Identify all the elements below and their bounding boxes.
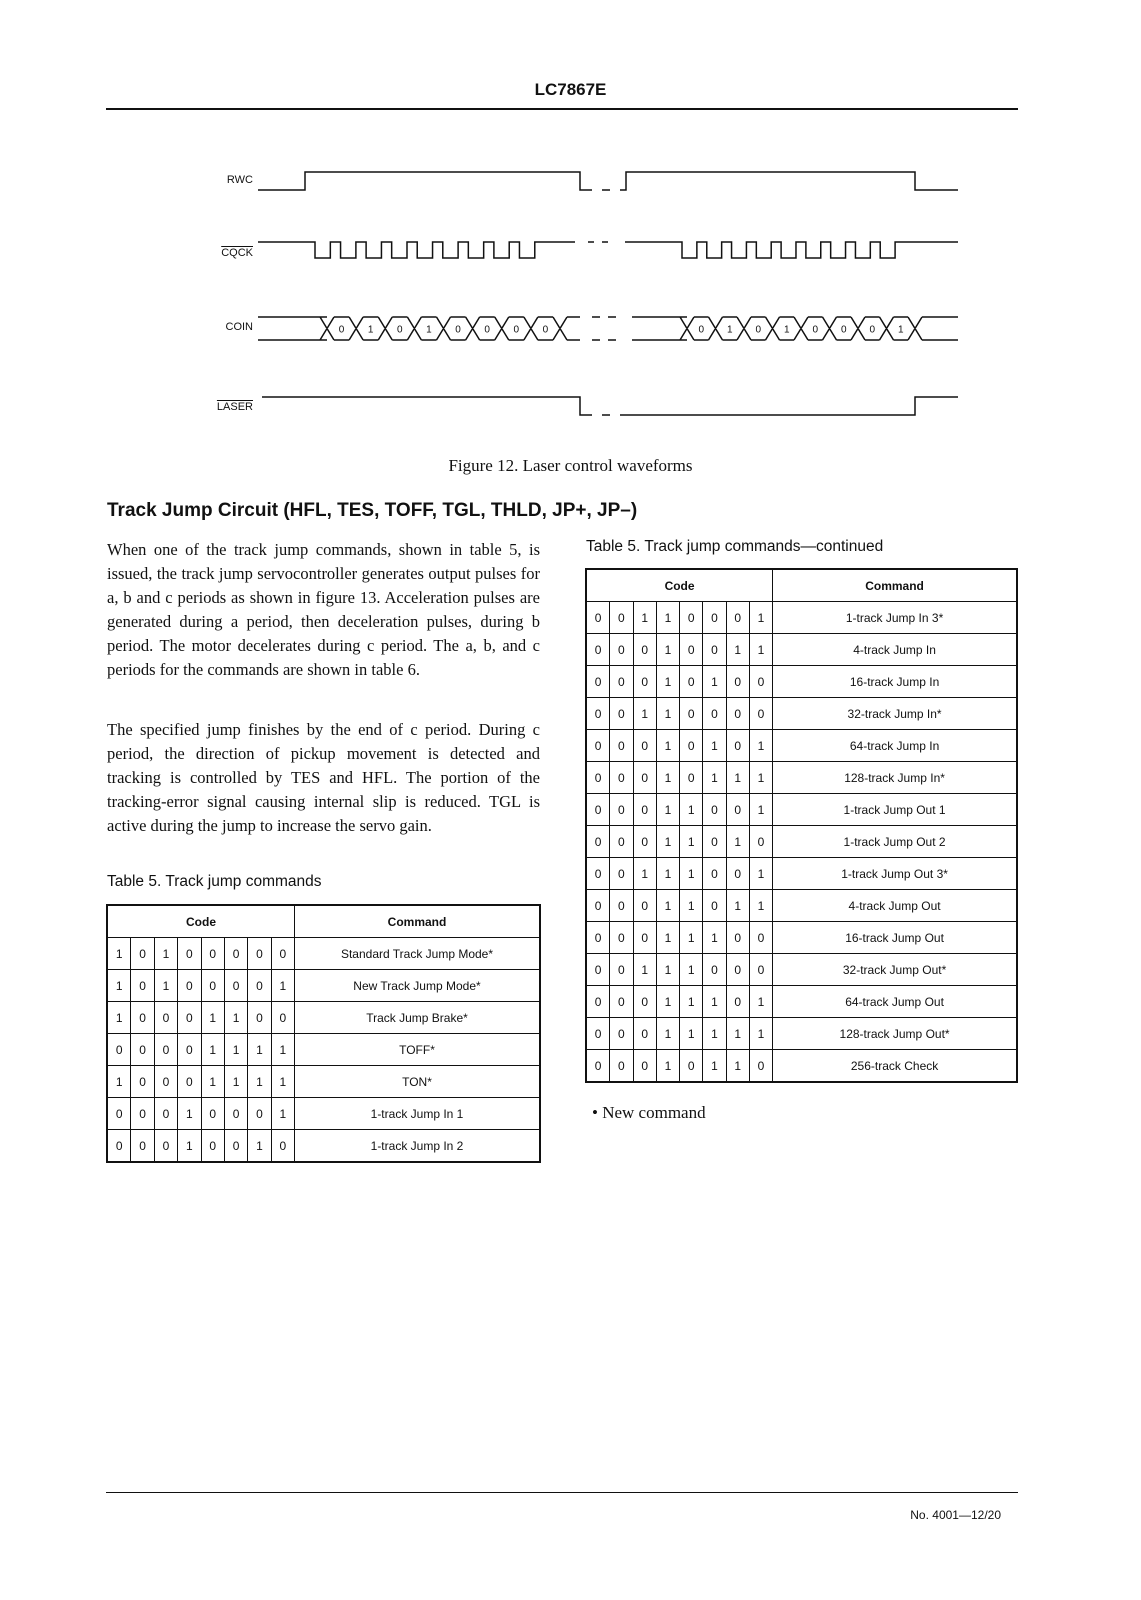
code-bit: 0 <box>586 794 610 826</box>
table-row <box>586 922 1017 954</box>
code-bit: 1 <box>656 954 679 986</box>
code-bit: 0 <box>154 1098 177 1130</box>
command-cell: 1-track Jump In 3* <box>773 602 1017 634</box>
code-bit: 1 <box>680 858 703 890</box>
code-bit: 1 <box>656 1018 679 1050</box>
command-cell: TON* <box>295 1066 541 1098</box>
code-bit: 1 <box>680 986 703 1018</box>
code-bit: 0 <box>248 1098 271 1130</box>
code-bit: 1 <box>107 1002 131 1034</box>
code-bit: 1 <box>749 858 772 890</box>
code-bit: 1 <box>749 986 772 1018</box>
code-bit: 0 <box>633 762 656 794</box>
code-bit: 0 <box>248 1002 271 1034</box>
code-bit: 1 <box>633 858 656 890</box>
code-bit: 0 <box>633 634 656 666</box>
code-bit: 1 <box>224 1066 247 1098</box>
code-bit: 0 <box>178 1002 201 1034</box>
code-bit: 1 <box>656 922 679 954</box>
code-bit: 0 <box>107 1098 131 1130</box>
code-bit: 0 <box>586 826 610 858</box>
coin-bit: 1 <box>897 324 904 336</box>
code-bit: 0 <box>610 666 633 698</box>
code-bit: 1 <box>703 922 726 954</box>
code-bit: 0 <box>749 698 772 730</box>
coin-bit: 0 <box>455 324 461 336</box>
table-row <box>586 794 1017 826</box>
code-bit: 0 <box>610 762 633 794</box>
coin-bus <box>258 317 580 340</box>
command-cell: 1-track Jump In 2 <box>295 1130 541 1163</box>
page-number: No. 4001—12/20 <box>910 1508 1001 1522</box>
code-bit: 1 <box>107 970 131 1002</box>
code-bit: 1 <box>201 1066 224 1098</box>
coin-bit: 1 <box>426 324 432 336</box>
code-bit: 0 <box>107 1130 131 1163</box>
code-bit: 0 <box>726 954 749 986</box>
code-bit: 0 <box>131 1130 154 1163</box>
table-row <box>586 762 1017 794</box>
code-bit: 0 <box>586 602 610 634</box>
code-bit: 1 <box>178 1130 201 1163</box>
coin-bit: 0 <box>869 324 876 336</box>
code-bit: 0 <box>154 1002 177 1034</box>
table-row <box>586 986 1017 1018</box>
code-bit: 1 <box>680 890 703 922</box>
code-bit: 0 <box>586 858 610 890</box>
command-cell: New Track Jump Mode* <box>295 970 541 1002</box>
code-bit: 1 <box>633 954 656 986</box>
code-bit: 0 <box>680 602 703 634</box>
code-bit: 1 <box>726 890 749 922</box>
table-row <box>586 826 1017 858</box>
code-bit: 0 <box>586 698 610 730</box>
code-bit: 0 <box>749 954 772 986</box>
command-cell: 1-track Jump Out 1 <box>773 794 1017 826</box>
coin-bit: 1 <box>726 324 733 336</box>
table-row <box>107 1130 540 1163</box>
command-cell: 128-track Jump Out* <box>773 1018 1017 1050</box>
coin-bit: 0 <box>698 324 705 336</box>
code-bit: 0 <box>586 890 610 922</box>
command-cell: 32-track Jump Out* <box>773 954 1017 986</box>
code-bit: 1 <box>224 1034 247 1066</box>
code-bit: 0 <box>154 1066 177 1098</box>
command-header: Command <box>295 905 541 938</box>
code-bit: 0 <box>131 1098 154 1130</box>
coin-bit: 0 <box>397 324 403 336</box>
code-bit: 1 <box>656 826 679 858</box>
command-cell: 64-track Jump In <box>773 730 1017 762</box>
code-bit: 0 <box>610 730 633 762</box>
coin-bit: 0 <box>840 324 847 336</box>
command-cell: 128-track Jump In* <box>773 762 1017 794</box>
code-bit: 1 <box>248 1130 271 1163</box>
code-bit: 1 <box>726 634 749 666</box>
code-bit: 1 <box>749 890 772 922</box>
code-bit: 0 <box>703 954 726 986</box>
code-bit: 1 <box>633 602 656 634</box>
code-bit: 1 <box>680 794 703 826</box>
table-row <box>107 1098 540 1130</box>
table-row <box>107 1002 540 1034</box>
command-cell: 16-track Jump Out <box>773 922 1017 954</box>
code-bit: 1 <box>248 1066 271 1098</box>
code-bit: 1 <box>248 1034 271 1066</box>
code-bit: 0 <box>680 634 703 666</box>
code-bit: 0 <box>610 794 633 826</box>
code-bit: 1 <box>726 762 749 794</box>
command-cell: 32-track Jump In* <box>773 698 1017 730</box>
code-bit: 1 <box>749 602 772 634</box>
code-bit: 0 <box>586 666 610 698</box>
code-bit: 0 <box>726 730 749 762</box>
code-bit: 0 <box>703 826 726 858</box>
code-bit: 0 <box>680 666 703 698</box>
code-bit: 1 <box>703 730 726 762</box>
table-row <box>586 634 1017 666</box>
code-bit: 1 <box>656 794 679 826</box>
footer-rule <box>106 1492 1018 1493</box>
code-bit: 1 <box>749 794 772 826</box>
code-bit: 0 <box>131 1034 154 1066</box>
command-cell: 256-track Check <box>773 1050 1017 1083</box>
track-jump-table <box>106 904 541 1163</box>
coin-break <box>592 317 616 340</box>
command-cell: 16-track Jump In <box>773 666 1017 698</box>
command-cell: 4-track Jump In <box>773 634 1017 666</box>
code-bit: 0 <box>633 826 656 858</box>
code-bit: 0 <box>633 1050 656 1083</box>
code-bit: 0 <box>224 1130 247 1163</box>
code-bit: 1 <box>680 954 703 986</box>
code-bit: 0 <box>726 922 749 954</box>
code-bit: 0 <box>610 1018 633 1050</box>
code-bit: 0 <box>201 1130 224 1163</box>
code-bit: 1 <box>726 1018 749 1050</box>
code-bit: 0 <box>131 970 154 1002</box>
code-bit: 1 <box>703 666 726 698</box>
table-row <box>107 1066 540 1098</box>
code-bit: 0 <box>703 634 726 666</box>
code-bit: 1 <box>201 1034 224 1066</box>
table-right-caption: Table 5. Track jump commands—continued <box>586 538 884 555</box>
code-bit: 1 <box>680 922 703 954</box>
code-bit: 1 <box>656 666 679 698</box>
code-bit: 0 <box>154 1130 177 1163</box>
command-cell: TOFF* <box>295 1034 541 1066</box>
code-bit: 0 <box>703 890 726 922</box>
command-cell: 1-track Jump In 1 <box>295 1098 541 1130</box>
code-bit: 0 <box>680 1050 703 1083</box>
code-bit: 1 <box>107 1066 131 1098</box>
command-cell: Standard Track Jump Mode* <box>295 938 541 970</box>
table-row <box>107 970 540 1002</box>
track-jump-table-continued <box>585 568 1018 1083</box>
code-bit: 0 <box>726 666 749 698</box>
command-header: Command <box>773 569 1017 602</box>
code-bit: 0 <box>131 1002 154 1034</box>
code-bit: 0 <box>248 938 271 970</box>
code-bit: 0 <box>201 938 224 970</box>
code-bit: 1 <box>271 1066 294 1098</box>
command-cell: 64-track Jump Out <box>773 986 1017 1018</box>
code-bit: 0 <box>178 1066 201 1098</box>
code-bit: 0 <box>703 794 726 826</box>
code-bit: 0 <box>633 1018 656 1050</box>
code-bit: 1 <box>680 826 703 858</box>
code-bit: 0 <box>610 826 633 858</box>
code-bit: 0 <box>703 602 726 634</box>
code-bit: 1 <box>271 970 294 1002</box>
code-bit: 0 <box>224 1098 247 1130</box>
table-header-row <box>586 569 1017 602</box>
table-row <box>586 954 1017 986</box>
signal-label-cqck: CQCK <box>221 247 253 259</box>
code-bit: 0 <box>726 602 749 634</box>
code-bit: 0 <box>610 634 633 666</box>
code-bit: 1 <box>633 698 656 730</box>
code-bit: 1 <box>680 1018 703 1050</box>
code-bit: 0 <box>586 762 610 794</box>
code-bit: 1 <box>749 634 772 666</box>
code-bit: 0 <box>586 730 610 762</box>
code-bit: 1 <box>178 1098 201 1130</box>
code-bit: 0 <box>610 1050 633 1083</box>
code-bit: 1 <box>656 602 679 634</box>
code-bit: 0 <box>680 762 703 794</box>
command-cell: 4-track Jump Out <box>773 890 1017 922</box>
code-bit: 0 <box>610 858 633 890</box>
command-cell: 1-track Jump Out 2 <box>773 826 1017 858</box>
coin-bit: 0 <box>542 324 549 336</box>
code-bit: 0 <box>586 922 610 954</box>
section-title: Track Jump Circuit (HFL, TES, TOFF, TGL, THLD, JP+, JP–) <box>107 500 638 521</box>
code-bit: 1 <box>656 730 679 762</box>
code-bit: 0 <box>107 1034 131 1066</box>
code-bit: 0 <box>224 938 247 970</box>
code-bit: 1 <box>656 698 679 730</box>
code-bit: 0 <box>610 922 633 954</box>
code-bit: 0 <box>248 970 271 1002</box>
code-bit: 0 <box>586 1018 610 1050</box>
code-bit: 1 <box>703 1018 726 1050</box>
code-bit: 0 <box>271 1130 294 1163</box>
code-bit: 0 <box>633 666 656 698</box>
code-bit: 0 <box>178 938 201 970</box>
code-bit: 0 <box>749 1050 772 1083</box>
table-row <box>586 602 1017 634</box>
figure-caption: Figure 12. Laser control waveforms <box>448 456 693 475</box>
coin-bit: 0 <box>513 324 520 336</box>
code-bit: 1 <box>726 1050 749 1083</box>
code-header: Code <box>107 905 295 938</box>
table-row <box>107 1034 540 1066</box>
code-bit: 0 <box>610 698 633 730</box>
code-bit: 1 <box>656 1050 679 1083</box>
table-row <box>586 1018 1017 1050</box>
code-bit: 0 <box>178 970 201 1002</box>
new-command-note: • New command <box>592 1103 706 1122</box>
waveform-diagram <box>0 0 1141 450</box>
code-bit: 1 <box>726 826 749 858</box>
code-bit: 0 <box>610 954 633 986</box>
code-bit: 0 <box>633 890 656 922</box>
code-bit: 1 <box>749 730 772 762</box>
table-row <box>586 730 1017 762</box>
code-bit: 1 <box>749 1018 772 1050</box>
rwc-waveform <box>258 172 958 190</box>
table-row <box>586 858 1017 890</box>
code-bit: 0 <box>271 1002 294 1034</box>
table-left-caption: Table 5. Track jump commands <box>107 873 322 890</box>
coin-waveform <box>258 317 958 340</box>
coin-bit: 1 <box>367 324 374 336</box>
code-bit: 1 <box>749 762 772 794</box>
code-bit: 0 <box>610 602 633 634</box>
code-bit: 0 <box>633 922 656 954</box>
code-bit: 1 <box>703 762 726 794</box>
code-bit: 1 <box>154 970 177 1002</box>
code-bit: 1 <box>154 938 177 970</box>
code-bit: 0 <box>633 730 656 762</box>
code-bit: 0 <box>271 938 294 970</box>
code-bit: 0 <box>703 698 726 730</box>
code-bit: 0 <box>610 890 633 922</box>
code-bit: 1 <box>656 762 679 794</box>
code-bit: 0 <box>586 986 610 1018</box>
table-row <box>107 938 540 970</box>
laser-waveform <box>262 397 958 415</box>
code-bit: 0 <box>154 1034 177 1066</box>
command-cell: 1-track Jump Out 3* <box>773 858 1017 890</box>
paragraph-2: The specified jump finishes by the end of c period. During c period, the direction of pickup movement is detected and tracking is controlled by TES and HFL. The portion of the tracking-error signal causing internal slip is reduced. TGL is active during the jump to increase the servo gain. <box>107 720 540 835</box>
table-row <box>586 698 1017 730</box>
coin-bit: 0 <box>812 324 819 336</box>
code-bit: 0 <box>680 730 703 762</box>
code-bit: 0 <box>749 922 772 954</box>
code-bit: 1 <box>703 986 726 1018</box>
code-header: Code <box>586 569 773 602</box>
code-bit: 0 <box>749 826 772 858</box>
code-bit: 1 <box>656 890 679 922</box>
code-bit: 0 <box>586 1050 610 1083</box>
part-number-header: LC7867E <box>534 80 607 99</box>
coin-bit: 1 <box>783 324 790 336</box>
code-bit: 0 <box>201 970 224 1002</box>
code-bit: 0 <box>201 1098 224 1130</box>
signal-label-laser: LASER <box>216 401 253 413</box>
table-header-row <box>107 905 540 938</box>
code-bit: 1 <box>201 1002 224 1034</box>
code-bit: 1 <box>224 1002 247 1034</box>
code-bit: 0 <box>726 858 749 890</box>
coin-bus <box>632 317 958 340</box>
code-bit: 0 <box>633 794 656 826</box>
table-row <box>586 890 1017 922</box>
coin-bit: 0 <box>755 324 762 336</box>
command-cell: Track Jump Brake* <box>295 1002 541 1034</box>
code-bit: 0 <box>726 986 749 1018</box>
paragraph-1: When one of the track jump commands, shown in table 5, is issued, the track jump servocontroller generates output pulses for a, b and c periods as shown in figure 13. Acceleration pulses are generated during a period, then deceleration pulses, during b period. The motor decelerates during c period. The a, b, and c periods for the commands are shown in table 6. <box>107 540 540 679</box>
code-bit: 0 <box>178 1034 201 1066</box>
code-bit: 0 <box>224 970 247 1002</box>
code-bit: 1 <box>107 938 131 970</box>
signal-label-coin: COIN <box>225 321 253 333</box>
code-bit: 1 <box>656 858 679 890</box>
table-row <box>586 666 1017 698</box>
code-bit: 0 <box>726 698 749 730</box>
code-bit: 0 <box>749 666 772 698</box>
code-bit: 0 <box>131 1066 154 1098</box>
code-bit: 1 <box>271 1034 294 1066</box>
code-bit: 0 <box>633 986 656 1018</box>
code-bit: 1 <box>271 1098 294 1130</box>
code-bit: 0 <box>131 938 154 970</box>
cqck-waveform <box>258 242 958 258</box>
code-bit: 0 <box>586 954 610 986</box>
code-bit: 1 <box>656 986 679 1018</box>
coin-bit: 0 <box>484 324 490 336</box>
coin-bit: 0 <box>338 324 345 336</box>
code-bit: 0 <box>586 634 610 666</box>
signal-label-rwc: RWC <box>226 174 253 186</box>
code-bit: 0 <box>610 986 633 1018</box>
code-bit: 0 <box>726 794 749 826</box>
code-bit: 1 <box>703 1050 726 1083</box>
table-row <box>586 1050 1017 1083</box>
code-bit: 0 <box>680 698 703 730</box>
code-bit: 0 <box>703 858 726 890</box>
code-bit: 1 <box>656 634 679 666</box>
